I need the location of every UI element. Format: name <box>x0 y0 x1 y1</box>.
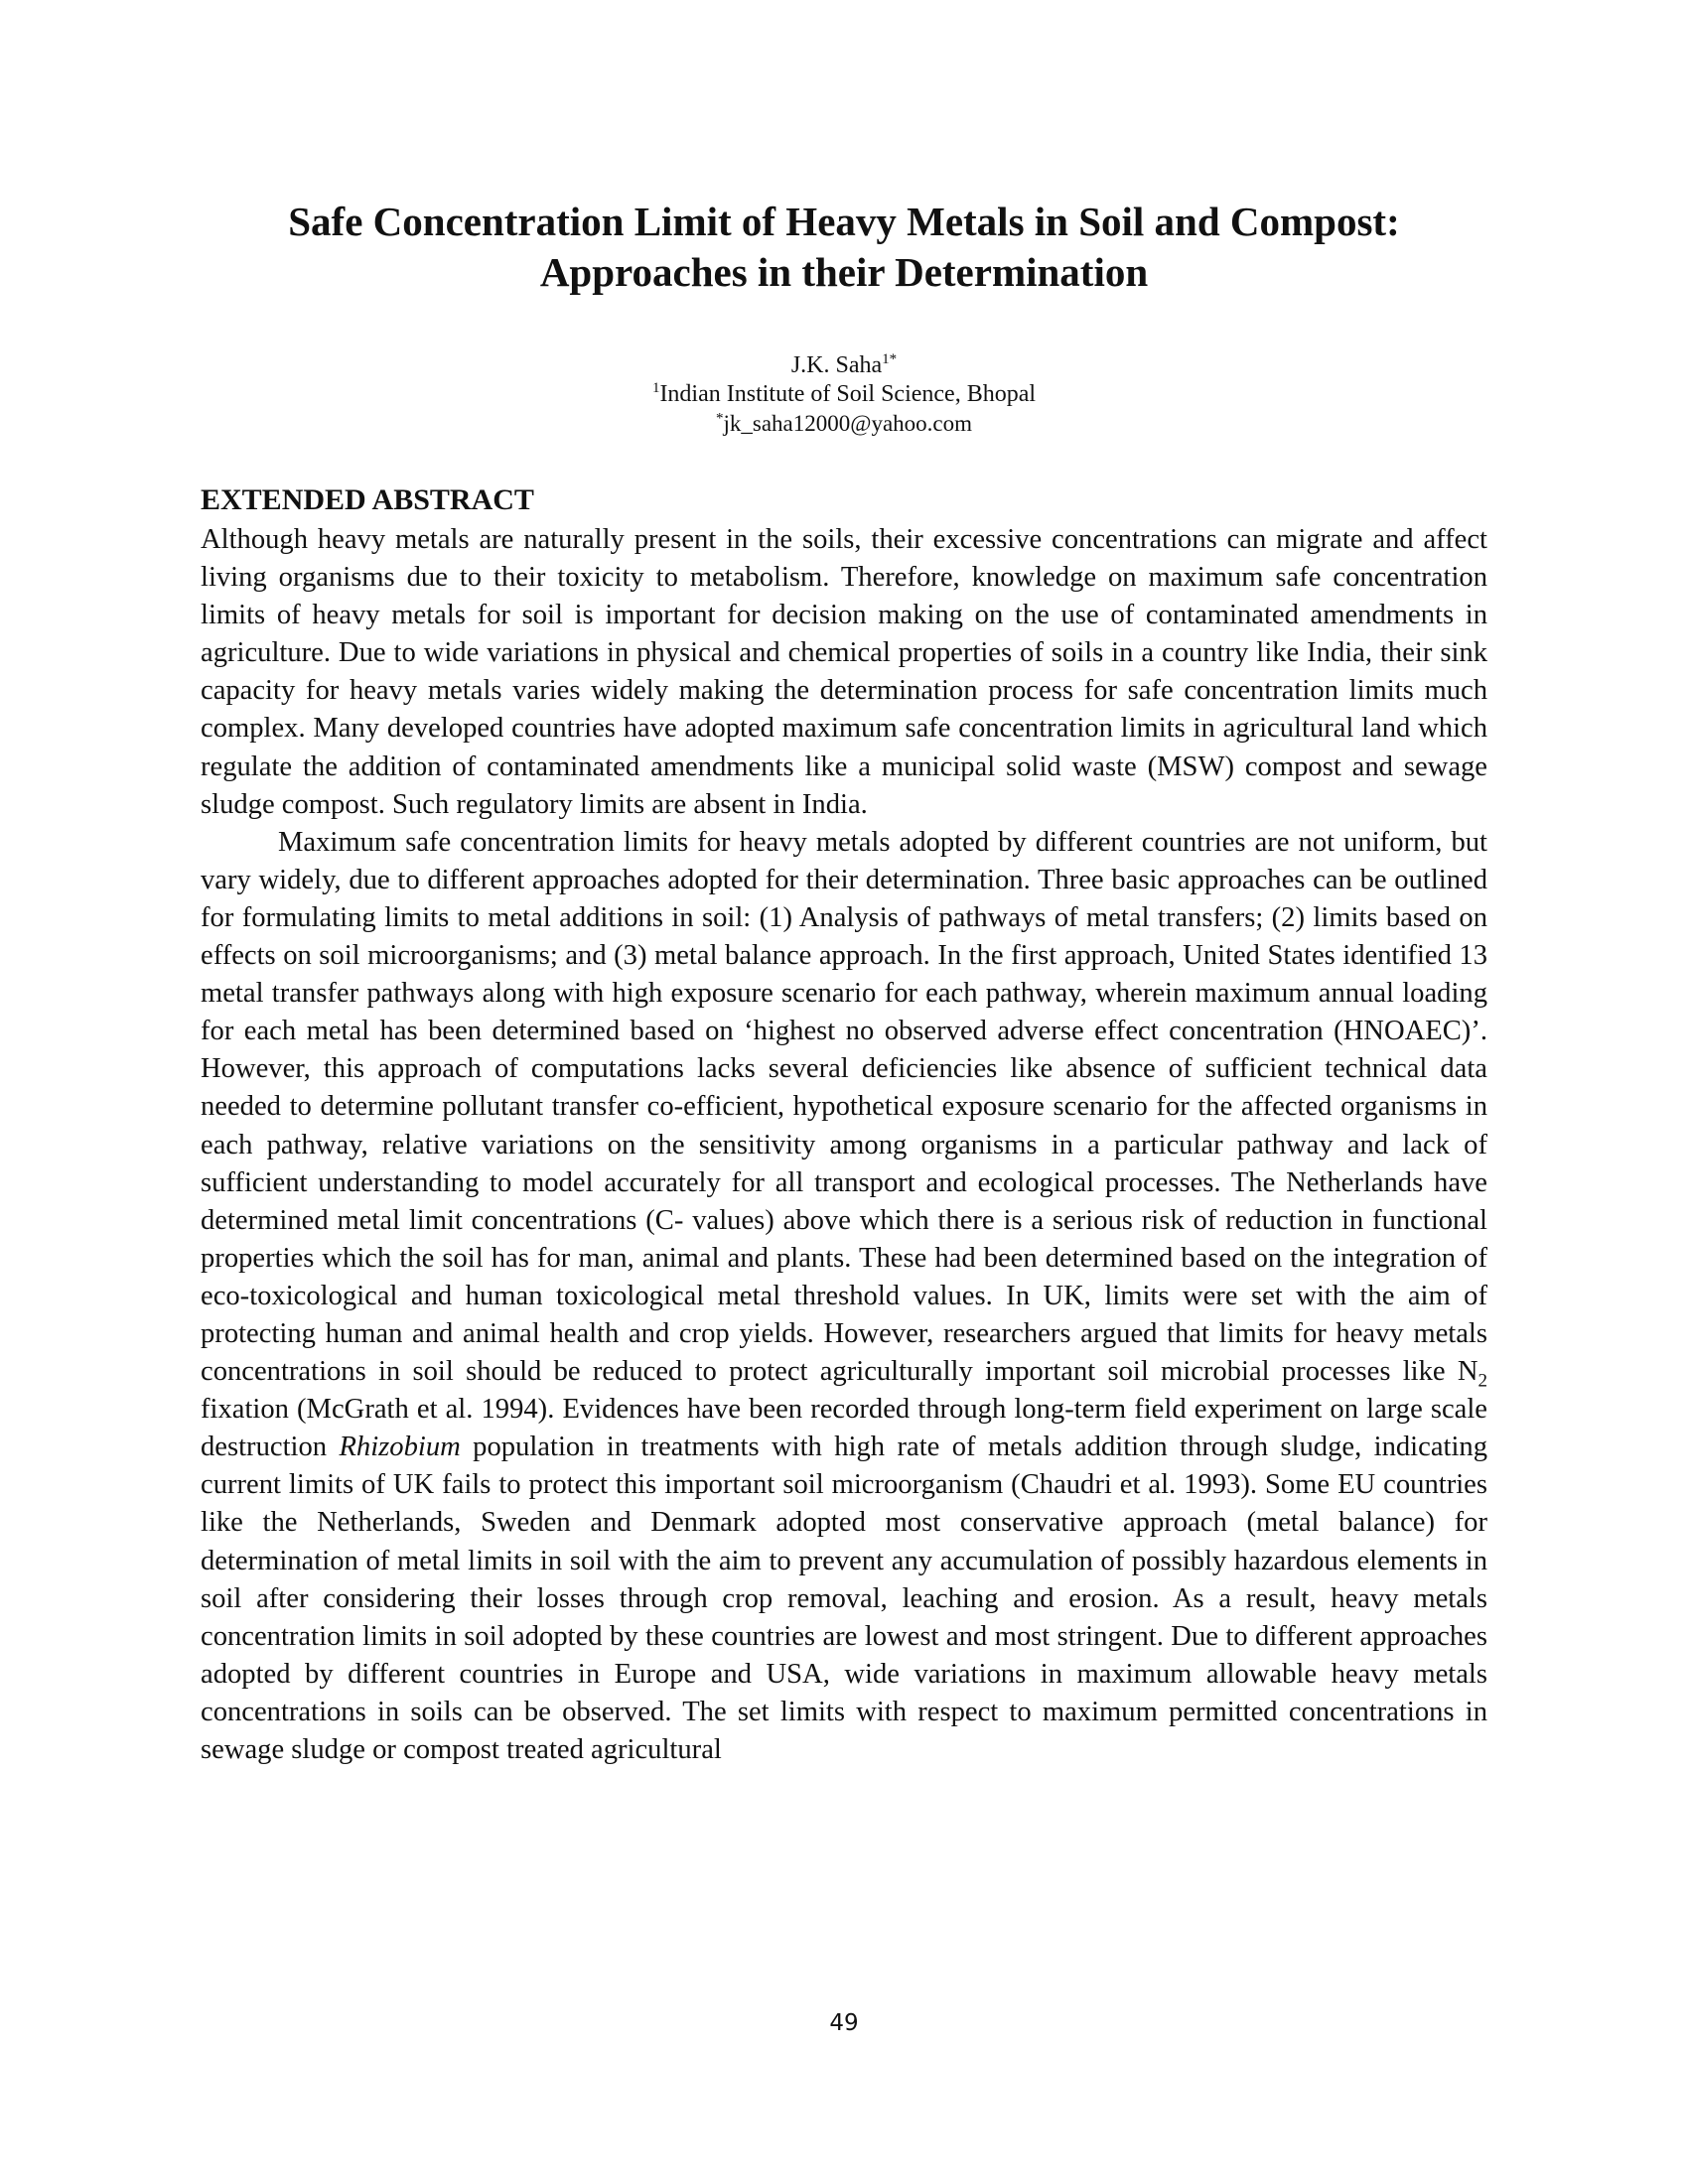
email-superscript: * <box>716 410 724 427</box>
author-name-line <box>149 351 1539 380</box>
author-name: J.K. Saha <box>790 352 883 378</box>
paragraph-2-text-part-1: Maximum safe concentration limits for heavy metals adopted by different countries are not uniform, but vary widely, due to different approaches adopted for their determination. Three basic approaches can be outlined for formulating limits to metal additions in soil: (1) Analysis of pathways of metal transfers; (2) limits based on effects on soil microorganisms; and (3) metal balance approach. In the first approach, United States identified 13 metal transfer pathways along with high exposure scenario for each pathway, wherein maximum annual loading for each metal has been determined based on ‘highest no observed adverse effect concentration (HNOAEC)’. However, this approach of computations lacks several deficiencies like absence of sufficient technical data needed to determine pollutant transfer co-efficient, hypothetical exposure scenario for the affected organisms in each pathway, relative variations on the sensitivity among organisms in a particular pathway and lack of sufficient understanding to model accurately for all transport and ecological processes. The Netherlands have determined metal limit concentrations (C- values) above which there is a serious risk of reduction in functional properties which the soil has for man, animal and plants. These had been determined based on the integration of eco-toxicological and human toxicological metal threshold values. In UK, limits were set with the aim of protecting human and animal health and crop yields. However, researchers argued that limits for heavy metals concentrations in soil should be reduced to protect agriculturally important soil microbial processes like N <box>201 826 1487 1388</box>
title-line-1: Safe Concentration Limit of Heavy Metals in Soil and Compost: <box>288 199 1400 244</box>
page-number: 49 <box>829 2010 859 2036</box>
title-line-2: Approaches in their Determination <box>539 249 1149 295</box>
author-affiliation-line <box>149 380 1539 409</box>
author-name-superscript: 1* <box>882 351 898 367</box>
affiliation-superscript: 1 <box>651 380 660 396</box>
paper-title <box>149 197 1539 298</box>
author-block <box>149 351 1539 438</box>
rhizobium-italic: Rhizobium <box>339 1432 461 1463</box>
paragraph-2-text-part-3: population in treatments with high rate of metals addition through sludge, indicating current limits of UK fails to protect this important soil microorganism (Chaudri et al. 1993). Some EU countries like the Netherlands, Sweden and Denmark adopted most conservative approach (metal balance) for determination of metal limits in soil with the aim to prevent any accumulation of possibly hazardous elements in soil after considering their losses through crop removal, leaching and erosion. As a result, heavy metals concentration limits in soil adopted by these countries are lowest and most stringent. Due to different approaches adopted by different countries in Europe and USA, wide variations in maximum allowable heavy metals concentrations in soils can be observed. The set limits with respect to maximum permitted concentrations in sewage sludge or compost treated agricultural <box>201 1432 1487 1765</box>
abstract-paragraph-1: Although heavy metals are naturally present in the soils, their excessive concentrations can migrate and affect living organisms due to their toxicity to metabolism. Therefore, knowledge on maximum safe concentration limits of heavy metals for soil is important for decision making on the use of contaminated amendments in agriculture. Due to wide variations in physical and chemical properties of soils in a country like India, their sink capacity for heavy metals varies widely making the determination process for safe concentration limits much complex. Many developed countries have adopted maximum safe concentration limits in agricultural land which regulate the addition of contaminated amendments like a municipal solid waste (MSW) compost and sewage sludge compost. Such regulatory limits are absent in India. <box>201 524 1487 820</box>
paragraph-2-text-part-2: fixation (McGrath et al. 1994). Evidences have been recorded through long-term field experiment on large scale destruction <box>201 1394 1487 1463</box>
author-affiliation: Indian Institute of Soil Science, Bhopal <box>659 381 1037 407</box>
author-email: jk_saha12000@yahoo.com <box>723 411 972 436</box>
author-email-line <box>149 409 1539 438</box>
abstract-body <box>201 521 1487 1769</box>
abstract-paragraph-2 <box>201 824 1487 1769</box>
nitrogen-subscript: 2 <box>1477 1370 1487 1392</box>
section-heading: EXTENDED ABSTRACT <box>201 483 534 516</box>
